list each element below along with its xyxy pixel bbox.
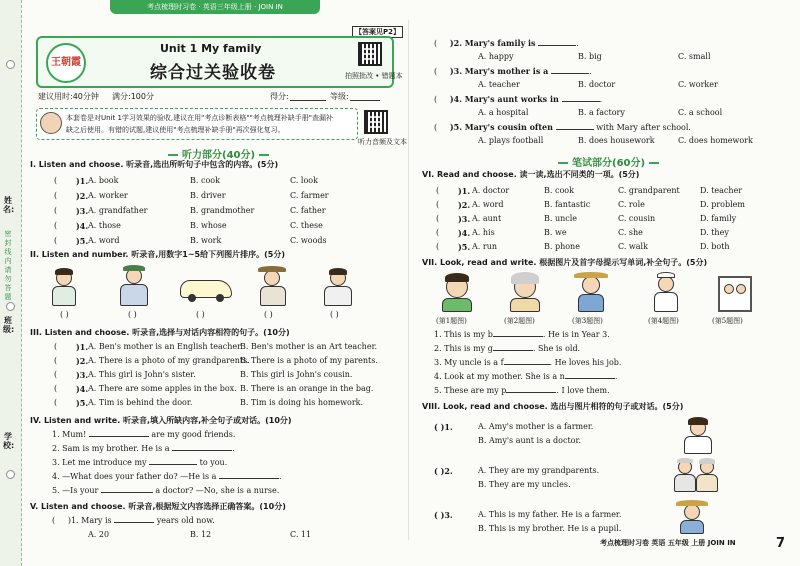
option-a[interactable]: A. There is a photo of my grandparents.: [88, 356, 250, 365]
q2-blank-2[interactable]: ( ): [128, 310, 137, 319]
q2-blank-3[interactable]: ( ): [196, 310, 205, 319]
answer-blank[interactable]: [172, 450, 232, 451]
fill-in-sentence: [52, 444, 235, 454]
q3-heading: III. Listen and choose. 听录音,选择与对话内容相符的句子。(10分): [30, 328, 290, 337]
q5-heading: V. Listen and choose. 听录音,根据短文内容选择正确答案。(10分): [30, 502, 286, 511]
answer-blank[interactable]: [565, 378, 615, 379]
sentence-start: 5. These are my p: [434, 386, 507, 395]
q8-heading: VIII. Look, read and choose. 选出与图片相符的句子或对话。(5分): [422, 402, 684, 411]
answer-bracket[interactable]: (: [54, 384, 58, 393]
question-stem: )5. Mary's cousin often: [449, 122, 556, 132]
sentence-end: .: [279, 472, 282, 481]
answer-bracket[interactable]: (: [436, 186, 440, 195]
option-a[interactable]: A. teacher: [478, 80, 520, 89]
sentence-end: .: [232, 444, 235, 453]
option-b[interactable]: B. uncle: [544, 214, 578, 223]
fill-in-sentence: [434, 386, 610, 396]
option-b[interactable]: B. fantastic: [544, 200, 591, 209]
top-banner: 考点梳理时习卷 · 英语三年级上册 · JOIN IN: [110, 0, 320, 14]
option-c[interactable]: C. cousin: [618, 214, 656, 223]
option-c[interactable]: C. father: [290, 206, 326, 215]
option-a[interactable]: A. They are my grandparents.: [478, 466, 600, 475]
option-b[interactable]: B. There is an orange in the bag.: [240, 384, 374, 393]
option-d[interactable]: D. teacher: [700, 186, 743, 195]
fill-in-sentence: [434, 372, 617, 382]
answer-bracket[interactable]: (: [436, 214, 440, 223]
audio-qr-code[interactable]: [364, 110, 388, 134]
option-c[interactable]: C. farmer: [290, 191, 329, 200]
fill-in-sentence: [52, 430, 235, 440]
option-a[interactable]: A. book: [88, 176, 119, 185]
option-b[interactable]: B. whose: [190, 221, 227, 230]
answer-blank[interactable]: [504, 364, 550, 365]
sentence-end: . He loves his job.: [549, 358, 622, 367]
grade-blank[interactable]: [350, 100, 380, 101]
option-a[interactable]: A. Amy's mother is a farmer.: [478, 422, 594, 431]
option-c[interactable]: C. a school: [678, 108, 723, 117]
option-a[interactable]: A. run: [472, 242, 497, 251]
option-c[interactable]: C. look: [290, 176, 318, 185]
option-a[interactable]: A. doctor: [472, 186, 510, 195]
q7-caption-4: (第4题图): [648, 317, 679, 325]
q2-blank-5[interactable]: ( ): [330, 310, 339, 319]
listening-question: ( )3. Mary's mother is a .: [434, 66, 592, 76]
answer-blank[interactable]: [89, 436, 149, 437]
sentence-end: .: [614, 372, 618, 381]
option-b[interactable]: B. Ben's mother is an Art teacher.: [240, 342, 378, 351]
page-title: 综合过关验收卷: [150, 63, 276, 83]
sentence-start: 1. Mum!: [52, 430, 89, 439]
option-b[interactable]: B. They are my uncles.: [478, 480, 571, 489]
q7-caption-3: (第3题图): [572, 317, 603, 325]
item-number: )3.: [458, 214, 471, 224]
listening-question: ( )2. Mary's family is .: [434, 38, 579, 48]
sentence-start: 3. My uncle is a f: [434, 358, 504, 367]
option-c[interactable]: C. role: [618, 200, 645, 209]
name-label: 姓名:: [3, 196, 15, 214]
sentence-start: 1. This is my b: [434, 330, 493, 339]
score-label: 得分:: [270, 92, 289, 101]
option-d[interactable]: D. family: [700, 214, 737, 223]
answer-bracket[interactable]: (: [54, 356, 58, 365]
option-b[interactable]: B. Amy's aunt is a doctor.: [478, 436, 581, 445]
q2-heading: II. Listen and number. 听录音,用数字1~5给下列图片排序。(5分): [30, 250, 285, 259]
answer-blank[interactable]: [114, 522, 154, 523]
question-stem: )4. Mary's aunt works in: [449, 94, 562, 104]
answer-bracket[interactable]: (: [436, 228, 440, 237]
item-number: )1.: [76, 342, 89, 352]
option-b[interactable]: B. Tim is doing his homework.: [240, 398, 364, 407]
suggested-time: 建议用时:40分钟: [38, 92, 99, 101]
option-b[interactable]: B. cook: [544, 186, 574, 195]
fill-in-sentence: [52, 472, 282, 482]
teacher-avatar: [40, 112, 62, 134]
option-a[interactable]: A. his: [472, 228, 495, 237]
intro-box: [36, 108, 358, 140]
item-number: )4.: [76, 384, 89, 394]
option-b[interactable]: B. big: [578, 52, 602, 61]
answer-bracket[interactable]: (: [54, 176, 58, 185]
answer-bracket[interactable]: (: [54, 221, 58, 230]
qr-code[interactable]: [358, 42, 382, 66]
option-b[interactable]: B. There is a photo of my parents.: [240, 356, 378, 365]
class-label: 班级:: [3, 316, 15, 334]
answer-blank[interactable]: [506, 392, 556, 393]
item-number: )5.: [76, 236, 89, 246]
question-stem: )2. Mary's family is: [449, 38, 539, 48]
option-a[interactable]: A. Ben's mother is an English teacher.: [88, 342, 243, 351]
writing-section-title: 笔试部分(60分): [554, 154, 663, 169]
binding-hole: [6, 302, 15, 311]
sentence-start: 2. Sam is my brother. He is a: [52, 444, 173, 453]
option-b[interactable]: B. we: [544, 228, 567, 237]
score-blank[interactable]: [290, 100, 326, 101]
intro-line-2: 缺之后使用。有错的试题,建议使用"考点梳理补缺手册"再次强化复习。: [66, 126, 285, 134]
fill-in-sentence: [434, 330, 610, 340]
q7-caption-2: (第2题图): [504, 317, 535, 325]
option-a[interactable]: A. word: [472, 200, 504, 209]
option-b[interactable]: B. doctor: [578, 80, 616, 89]
answer-bracket[interactable]: (: [54, 236, 58, 245]
answer-reference: 【答案见P2】: [352, 26, 403, 38]
item-number: )2.: [458, 200, 471, 210]
option-a[interactable]: A. There are some apples in the box.: [88, 384, 237, 393]
q5-1-option-c[interactable]: C. 11: [290, 530, 312, 539]
q4-heading: IV. Listen and write. 听录音,填入所缺内容,补全句子或对话。(10分): [30, 416, 292, 425]
option-b[interactable]: B. cook: [190, 176, 220, 185]
item-number: )4.: [76, 221, 89, 231]
fill-in-sentence: [52, 458, 227, 468]
sentence-end: . I love them.: [556, 386, 610, 395]
binding-hole: [6, 60, 15, 69]
fill-in-sentence: [434, 358, 621, 368]
option-a[interactable]: A. aunt: [472, 214, 502, 223]
q7-caption-1: (第1题图): [436, 317, 467, 325]
item-number: )3.: [76, 370, 89, 380]
listening-question: ( )5. Mary's cousin often with Mary after school.: [434, 122, 691, 132]
option-a[interactable]: A. a hospital: [478, 108, 529, 117]
item-number: )4.: [458, 228, 471, 238]
page-number: 7: [776, 536, 786, 551]
publisher-logo: 王朝霞: [46, 43, 86, 83]
item-number: )2.: [76, 191, 89, 201]
item-number: )5.: [76, 398, 89, 408]
school-label: 学校:: [3, 432, 15, 450]
item-number: )3.: [76, 206, 89, 216]
option-c[interactable]: C. worker: [678, 80, 718, 89]
answer-blank[interactable]: [551, 73, 589, 74]
option-c[interactable]: C. grandparent: [618, 186, 680, 195]
binding-hole: [6, 470, 15, 479]
question-end: with Mary after school.: [593, 123, 691, 132]
answer-blank[interactable]: [562, 101, 600, 102]
option-b[interactable]: B. a factory: [578, 108, 625, 117]
option-d[interactable]: D. they: [700, 228, 729, 237]
q2-blank-4[interactable]: ( ): [264, 310, 273, 319]
listening-section-title: 听力部分(40分): [164, 146, 273, 161]
option-b[interactable]: B. phone: [544, 242, 580, 251]
answer-bracket[interactable]: (: [54, 191, 58, 200]
answer-bracket[interactable]: ( )1.: [434, 422, 453, 432]
qr-caption: 拍照批改 • 错题本: [345, 72, 403, 80]
answer-blank[interactable]: [219, 478, 279, 479]
unit-title: Unit 1 My family: [160, 42, 262, 55]
question-end: .: [599, 95, 603, 104]
option-a[interactable]: A. This girl is John's sister.: [88, 370, 196, 379]
question-end: .: [589, 67, 592, 76]
sentence-end: are my good friends.: [148, 430, 236, 439]
option-a[interactable]: A. word: [88, 236, 120, 245]
sentence-start: 3. Let me introduce my: [52, 458, 150, 467]
grade-label: 等级:: [330, 92, 349, 101]
q7-caption-5: (第5题图): [712, 317, 743, 325]
question-end: .: [576, 39, 579, 48]
seal-notice: 密封线内请勿答题: [4, 230, 12, 301]
listening-question: ( )4. Mary's aunt works in .: [434, 94, 603, 104]
answer-bracket[interactable]: (: [436, 242, 440, 251]
question-stem: )3. Mary's mother is a: [449, 66, 552, 76]
fill-in-sentence: [434, 344, 580, 354]
option-b[interactable]: B. does housework: [578, 136, 655, 145]
option-a[interactable]: A. plays football: [478, 136, 544, 145]
fill-in-sentence: [52, 486, 279, 496]
item-number: )5.: [458, 242, 471, 252]
sentence-start: 5. —Is your: [52, 486, 101, 495]
option-b[interactable]: B. driver: [190, 191, 226, 200]
option-a[interactable]: A. those: [88, 221, 121, 230]
q6-heading: VI. Read and choose. 读一读,选出不同类的一项。(5分): [422, 170, 640, 179]
q5-1-option-b[interactable]: B. 12: [190, 530, 212, 539]
answer-bracket[interactable]: ( )3.: [434, 510, 453, 520]
column-divider: [408, 20, 409, 540]
sentence-end: . She is old.: [532, 344, 581, 353]
answer-blank[interactable]: [149, 464, 197, 465]
answer-bracket[interactable]: ( )2.: [434, 466, 453, 476]
option-b[interactable]: B. This is my brother. He is a pupil.: [478, 524, 622, 533]
option-a[interactable]: A. This is my father. He is a farmer.: [478, 510, 622, 519]
q2-blank-1[interactable]: ( ): [60, 310, 69, 319]
sentence-end: . He is in Year 3.: [542, 330, 610, 339]
answer-bracket[interactable]: (: [54, 370, 58, 379]
item-number: )1.: [458, 186, 471, 196]
full-score: 满分:100分: [112, 92, 154, 101]
option-c[interactable]: C. does homework: [678, 136, 753, 145]
option-c[interactable]: C. she: [618, 228, 643, 237]
q5-1-option-a[interactable]: A. 20: [88, 530, 110, 539]
sentence-start: 4. Look at my mother. She is a n: [434, 372, 565, 381]
audio-qr-caption: 听力音频及文本: [358, 138, 407, 146]
item-number: )2.: [76, 356, 89, 366]
option-d[interactable]: D. both: [700, 242, 730, 251]
answer-blank[interactable]: [493, 350, 533, 351]
answer-bracket[interactable]: (: [54, 398, 58, 407]
option-b[interactable]: B. This girl is John's cousin.: [240, 370, 353, 379]
answer-blank[interactable]: [101, 492, 153, 493]
option-c[interactable]: C. woods: [290, 236, 327, 245]
option-c[interactable]: C. small: [678, 52, 711, 61]
item-number: )1.: [76, 176, 89, 186]
option-a[interactable]: A. grandfather: [88, 206, 148, 215]
sentence-start: 4. —What does your father do? —He is a: [52, 472, 219, 481]
answer-bracket[interactable]: (: [54, 206, 58, 215]
answer-blank[interactable]: [538, 45, 576, 46]
option-d[interactable]: D. problem: [700, 200, 745, 209]
answer-bracket[interactable]: (: [54, 342, 58, 351]
q5-item-1: ( )1. Mary is years old now.: [52, 516, 215, 525]
sentence-end: to you.: [197, 458, 228, 467]
intro-line-1: 本套卷是对Unit 1学习效果的验收,建议在用"考点诊断表格""考点梳理补缺手册"查漏补: [66, 114, 334, 122]
answer-blank[interactable]: [556, 129, 594, 130]
sentence-end: a doctor? —No, she is a nurse.: [152, 486, 280, 495]
option-c[interactable]: C. these: [290, 221, 323, 230]
q7-heading: VII. Look, read and write. 根据图片及首字母提示写单词,补全句子。(5分): [422, 258, 708, 267]
option-b[interactable]: B. work: [190, 236, 222, 245]
footer-text: 考点梳理时习卷 英语 五年级 上册 JOIN IN: [600, 539, 736, 547]
answer-bracket[interactable]: (: [436, 200, 440, 209]
option-a[interactable]: A. Tim is behind the door.: [88, 398, 193, 407]
option-c[interactable]: C. walk: [618, 242, 648, 251]
option-a[interactable]: A. worker: [88, 191, 128, 200]
answer-blank[interactable]: [493, 336, 543, 337]
q1-heading: I. Listen and choose. 听录音,选出所听句子中包含的内容。(5分): [30, 160, 279, 169]
option-b[interactable]: B. grandmother: [190, 206, 255, 215]
sentence-start: 2. This is my g: [434, 344, 493, 353]
option-a[interactable]: A. happy: [478, 52, 514, 61]
